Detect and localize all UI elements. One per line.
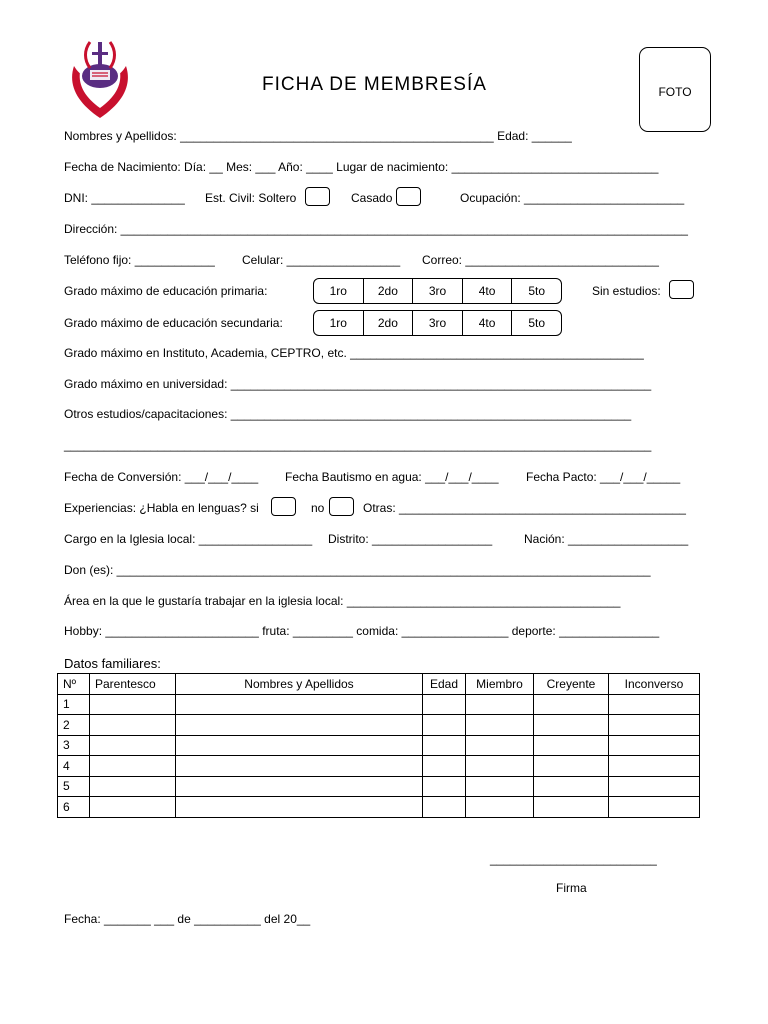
cell-believer[interactable]	[534, 756, 609, 777]
cell-age[interactable]	[423, 715, 466, 736]
cell-member[interactable]	[466, 776, 534, 797]
cell-relationship[interactable]	[90, 715, 176, 736]
other-experiences-field[interactable]: Otras: ___________________________________________	[363, 501, 686, 515]
tongues-no-checkbox[interactable]	[329, 497, 354, 516]
cell-unconverted[interactable]	[609, 797, 700, 818]
signature-line[interactable]: _________________________	[490, 852, 657, 866]
married-label: Casado	[351, 191, 393, 205]
cell-names[interactable]	[176, 694, 423, 715]
cell-age[interactable]	[423, 756, 466, 777]
cell-age[interactable]	[423, 797, 466, 818]
col-believer: Creyente	[534, 674, 609, 695]
occupation-field[interactable]: Ocupación: ________________________	[460, 191, 685, 205]
cell-field[interactable]: Celular: _________________	[242, 253, 401, 267]
row-number: 3	[58, 735, 90, 756]
cell-member[interactable]	[466, 715, 534, 736]
conversion-date-field[interactable]: Fecha de Conversión: ___/___/____	[64, 470, 259, 484]
institute-field[interactable]: Grado máximo en Instituto, Academia, CEPTRO, etc. ____________________________________________	[64, 346, 644, 360]
hobby-field[interactable]: Hobby: _______________________ fruta: _________ comida: ________________ deporte: _______________	[64, 624, 660, 638]
col-member: Miembro	[466, 674, 534, 695]
photo-box	[639, 47, 711, 132]
cell-names[interactable]	[176, 776, 423, 797]
email-field[interactable]: Correo: _____________________________	[422, 253, 659, 267]
cell-relationship[interactable]	[90, 797, 176, 818]
address-field[interactable]: Dirección: _____________________________________________________________________________________	[64, 222, 688, 236]
col-relationship: Parentesco	[90, 674, 176, 695]
col-age: Edad	[423, 674, 466, 695]
gifts-field[interactable]: Don (es): ________________________________________________________________________________	[64, 563, 651, 577]
cell-relationship[interactable]	[90, 735, 176, 756]
dni-field[interactable]: DNI: ______________	[64, 191, 185, 205]
family-table-header	[58, 674, 700, 695]
cell-member[interactable]	[466, 694, 534, 715]
tongues-no-label: no	[311, 501, 325, 515]
other-studies-field[interactable]: Otros estudios/capacitaciones: ____________________________________________________________	[64, 407, 632, 421]
church-position-field[interactable]: Cargo en la Iglesia local: _________________	[64, 532, 313, 546]
cell-unconverted[interactable]	[609, 756, 700, 777]
birth-field[interactable]: Fecha de Nacimiento: Día: __ Mes: ___ Año: ____ Lugar de nacimiento: _______________________________	[64, 160, 659, 174]
row-number: 4	[58, 756, 90, 777]
date-field[interactable]: Fecha: _______ ___ de __________ del 20__	[64, 912, 311, 926]
tongues-label: Experiencias: ¿Habla en lenguas? si	[64, 501, 259, 515]
tongues-yes-checkbox[interactable]	[271, 497, 296, 516]
single-checkbox[interactable]	[305, 187, 330, 206]
cell-unconverted[interactable]	[609, 694, 700, 715]
col-unconverted: Inconverso	[609, 674, 700, 695]
cell-believer[interactable]	[534, 735, 609, 756]
photo-label: FOTO	[658, 85, 692, 99]
baptism-date-field[interactable]: Fecha Bautismo en agua: ___/___/____	[285, 470, 499, 484]
other-studies-continued[interactable]: ________________________________________________________________________________________	[64, 438, 652, 452]
cell-age[interactable]	[423, 694, 466, 715]
primary-grade-2[interactable]: 2do	[364, 279, 414, 303]
secondary-grade-3[interactable]: 3ro	[413, 311, 463, 335]
cell-believer[interactable]	[534, 797, 609, 818]
secondary-grade-5[interactable]: 5to	[528, 316, 546, 330]
signature-label: Firma	[556, 881, 587, 895]
primary-grade-selector[interactable]	[313, 278, 562, 304]
row-number: 6	[58, 797, 90, 818]
secondary-education-label: Grado máximo de educación secundaria:	[64, 316, 283, 330]
table-row	[58, 715, 700, 736]
row-number: 5	[58, 776, 90, 797]
married-checkbox[interactable]	[396, 187, 421, 206]
secondary-grade-2[interactable]: 2do	[364, 311, 414, 335]
cell-relationship[interactable]	[90, 776, 176, 797]
cell-unconverted[interactable]	[609, 735, 700, 756]
church-logo	[60, 36, 140, 120]
cell-names[interactable]	[176, 735, 423, 756]
civil-status-label: Est. Civil: Soltero	[205, 191, 297, 205]
primary-grade-1[interactable]: 1ro	[314, 279, 364, 303]
secondary-grade-1[interactable]: 1ro	[314, 311, 364, 335]
page-title: FICHA DE MEMBRESÍA	[262, 74, 487, 95]
cell-relationship[interactable]	[90, 756, 176, 777]
age-label: Edad:	[497, 129, 529, 143]
pact-date-field[interactable]: Fecha Pacto: ___/___/_____	[526, 470, 681, 484]
cell-names[interactable]	[176, 715, 423, 736]
cell-unconverted[interactable]	[609, 715, 700, 736]
cell-age[interactable]	[423, 735, 466, 756]
table-row	[58, 797, 700, 818]
cell-names[interactable]	[176, 756, 423, 777]
row-number: 1	[58, 694, 90, 715]
cell-member[interactable]	[466, 756, 534, 777]
age-blank: ______	[531, 129, 572, 143]
cell-believer[interactable]	[534, 776, 609, 797]
district-field[interactable]: Distrito: __________________	[328, 532, 493, 546]
no-studies-checkbox[interactable]	[669, 280, 694, 299]
table-row	[58, 694, 700, 715]
cell-names[interactable]	[176, 797, 423, 818]
names-field[interactable]	[64, 129, 572, 143]
table-row	[58, 735, 700, 756]
cell-age[interactable]	[423, 776, 466, 797]
cell-relationship[interactable]	[90, 694, 176, 715]
col-names: Nombres y Apellidos	[176, 674, 423, 695]
cell-member[interactable]	[466, 797, 534, 818]
family-section-title: Datos familiares:	[64, 656, 161, 671]
cell-believer[interactable]	[534, 694, 609, 715]
work-area-field[interactable]: Área en la que le gustaría trabajar en la iglesia local: _________________________________________	[64, 594, 621, 608]
primary-grade-5[interactable]: 5to	[528, 284, 546, 298]
nation-field[interactable]: Nación: __________________	[524, 532, 689, 546]
primary-education-label: Grado máximo de educación primaria:	[64, 284, 268, 298]
cell-unconverted[interactable]	[609, 776, 700, 797]
family-table	[57, 673, 700, 818]
names-label: Nombres y Apellidos:	[64, 129, 177, 143]
university-field[interactable]: Grado máximo en universidad: _______________________________________________________________	[64, 377, 652, 391]
col-number: Nº	[58, 674, 90, 695]
phone-field[interactable]: Teléfono fijo: ____________	[64, 253, 215, 267]
table-row	[58, 776, 700, 797]
row-number: 2	[58, 715, 90, 736]
no-studies-label: Sin estudios:	[592, 284, 661, 298]
names-blank: _______________________________________________	[180, 129, 494, 143]
table-row	[58, 756, 700, 777]
primary-grade-4[interactable]: 4to	[463, 279, 513, 303]
secondary-grade-selector[interactable]	[313, 310, 562, 336]
primary-grade-3[interactable]: 3ro	[413, 279, 463, 303]
cell-member[interactable]	[466, 735, 534, 756]
cell-believer[interactable]	[534, 715, 609, 736]
secondary-grade-4[interactable]: 4to	[463, 311, 513, 335]
